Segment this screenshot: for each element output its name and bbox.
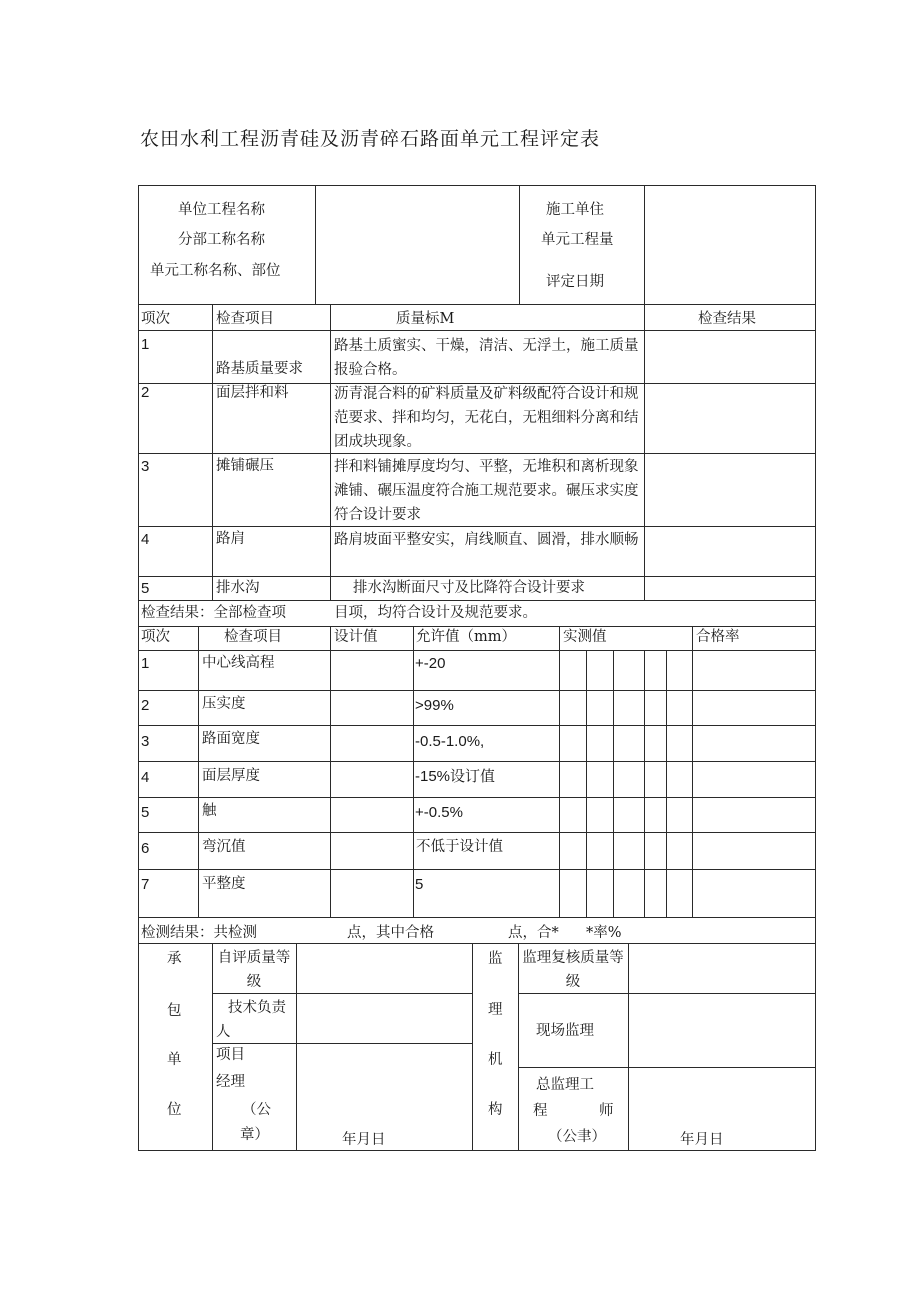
- table-line: [138, 626, 816, 627]
- supervisor-char: 监: [488, 951, 503, 967]
- unit-project-label: 单位工程名称: [178, 202, 265, 218]
- unit-quantity-label: 单元工程量: [541, 232, 614, 248]
- measure-row-item: 触: [202, 803, 217, 819]
- site-supervisor-label: 现场监理: [536, 1023, 594, 1039]
- measure-row-item: 压实度: [202, 696, 246, 712]
- quality-row-item: 排水沟: [216, 580, 260, 596]
- measure-row-allow: +-20: [415, 655, 446, 672]
- measure-row-allow: >99%: [415, 697, 454, 714]
- table-line: [138, 832, 816, 833]
- measure-row-item: 弯沉值: [202, 839, 246, 855]
- pm-label-d: 章）: [240, 1127, 269, 1143]
- table-line: [644, 650, 645, 917]
- quality-col-result: 检查结果: [698, 311, 756, 327]
- measure-col-item: 检查项目: [224, 629, 282, 645]
- measure-col-measured: 实测值: [563, 629, 607, 645]
- quality-col-item: 检查项目: [216, 311, 274, 327]
- measure-row-no: 4: [141, 769, 150, 786]
- page-title: 农田水利工程沥青硅及沥青碎石路面单元工程评定表: [140, 128, 601, 150]
- table-line: [644, 304, 645, 600]
- table-line: [315, 185, 316, 304]
- pm-label-b: 经理: [216, 1074, 245, 1090]
- subpart-label: 分部工称名称: [178, 232, 265, 248]
- table-line: [519, 185, 520, 304]
- measure-result-passed: 点，其中合格: [347, 925, 434, 941]
- table-line: [138, 797, 816, 798]
- quality-row-no: 4: [141, 531, 150, 548]
- quality-summary-tail: 目项，均符合设计及规范要求。: [334, 605, 537, 621]
- date-right: 年月日: [680, 1132, 724, 1148]
- quality-row-no: 1: [141, 336, 150, 353]
- measure-row-item: 面层厚度: [202, 768, 260, 784]
- quality-row-item: 摊铺碾压: [216, 458, 274, 474]
- measure-row-no: 6: [141, 840, 150, 857]
- table-line: [330, 304, 331, 600]
- table-line: [138, 185, 139, 1150]
- supervisor-char: 构: [488, 1102, 503, 1118]
- quality-row-no: 3: [141, 458, 150, 475]
- contractor-char: 包: [167, 1003, 182, 1019]
- table-line: [138, 1150, 816, 1151]
- table-line: [559, 626, 560, 917]
- chief-label-b1: 程: [533, 1103, 548, 1119]
- quality-summary: 检查结果：全部检查项: [141, 605, 286, 621]
- table-line: [296, 943, 297, 1150]
- quality-row-standard: 路肩坡面平整安实，肩线顺直、圆滑，排水顺畅: [334, 532, 639, 548]
- table-line: [628, 943, 629, 1150]
- measure-col-no: 项次: [141, 629, 170, 645]
- unit-name-location-label: 单元工称名称、部位: [150, 263, 281, 279]
- quality-col-no: 项次: [141, 311, 170, 327]
- tech-lead-label: 技术负责人: [216, 1000, 286, 1040]
- measure-row-item: 路面宽度: [202, 731, 260, 747]
- eval-date-label: 评定日期: [546, 274, 604, 290]
- table-line: [613, 650, 614, 917]
- chief-label-c: （公聿）: [548, 1129, 606, 1145]
- table-line: [518, 943, 519, 1150]
- table-line: [138, 725, 816, 726]
- table-line: [518, 1067, 816, 1068]
- measure-row-no: 3: [141, 733, 150, 750]
- table-line: [138, 185, 816, 186]
- measure-row-no: 7: [141, 876, 150, 893]
- table-line: [138, 690, 816, 691]
- table-line: [138, 917, 816, 918]
- table-line: [138, 304, 816, 305]
- quality-row-standard: 沥青混合料的矿料质量及矿料级配符合设计和规范要求、拌和均匀，无花白，无粗细料分离和结团成块现象。: [334, 386, 639, 450]
- quality-col-standard: 质量标M: [396, 311, 455, 327]
- chief-label-a: 总监理工: [536, 1077, 594, 1093]
- table-line: [413, 626, 414, 917]
- measure-row-no: 5: [141, 804, 150, 821]
- measure-col-rate: 合格率: [696, 629, 740, 645]
- table-line: [815, 185, 816, 1150]
- table-line: [138, 650, 816, 651]
- contractor-char: 承: [167, 951, 182, 967]
- pm-label-c: （公: [242, 1102, 271, 1118]
- table-line: [586, 650, 587, 917]
- quality-row-standard: 路基土质蜜实、干燥，清洁、无浮土，施工质量报验合格。: [334, 338, 639, 378]
- table-line: [330, 626, 331, 917]
- quality-row-no: 2: [141, 384, 150, 401]
- table-line: [138, 576, 816, 577]
- table-line: [138, 869, 816, 870]
- measure-row-allow: +-0.5%: [415, 804, 463, 821]
- table-line: [472, 943, 473, 1150]
- quality-row-standard: 拌和料铺摊厚度均匀、平整，无堆积和离析现象滩铺、碾压温度符合施工规范要求。碾压求实度符合设计要求: [334, 459, 639, 523]
- table-line: [644, 185, 645, 304]
- table-line: [212, 304, 213, 600]
- measure-result: 检测结果：共检测: [141, 925, 257, 941]
- contractor-char: 位: [167, 1102, 182, 1118]
- measure-col-design: 设计值: [334, 629, 378, 645]
- table-line: [138, 943, 816, 944]
- measure-row-no: 2: [141, 697, 150, 714]
- quality-row-standard: 排水沟断面尺寸及比降符合设计要求: [353, 580, 585, 596]
- date-left: 年月日: [342, 1132, 386, 1148]
- self-grade-label: 自评质量等级: [217, 950, 291, 990]
- chief-label-b2: 师: [599, 1103, 614, 1119]
- measure-row-item: 中心线高程: [202, 655, 275, 671]
- pm-label-a: 项目: [216, 1047, 245, 1063]
- measure-result-rate: 点，合*: [508, 925, 559, 941]
- quality-row-item: 路肩: [216, 531, 245, 547]
- measure-row-allow: -15%设订值: [415, 768, 496, 785]
- measure-row-allow: -0.5-1.0%,: [415, 733, 485, 750]
- table-line: [692, 626, 693, 917]
- table-line: [138, 330, 816, 331]
- quality-row-item: 面层拌和料: [216, 385, 289, 401]
- measure-row-no: 1: [141, 655, 150, 672]
- quality-row-item: 路基质量要求: [216, 361, 303, 377]
- construction-unit-label: 施工单住: [546, 202, 604, 218]
- table-line: [138, 761, 816, 762]
- quality-row-no: 5: [141, 580, 150, 597]
- measure-row-item: 平整度: [202, 876, 246, 892]
- supervisor-char: 机: [488, 1052, 503, 1068]
- contractor-char: 单: [167, 1052, 182, 1068]
- measure-result-percent: *率%: [586, 925, 622, 941]
- supervisor-char: 理: [488, 1002, 503, 1018]
- review-grade-label: 监理复核质量等级: [522, 950, 624, 990]
- measure-row-allow: 5: [415, 876, 424, 893]
- table-line: [138, 600, 816, 601]
- table-line: [212, 943, 213, 1150]
- measure-col-allow: 允许值（mm）: [416, 629, 516, 645]
- measure-row-allow: 不低于设计值: [416, 839, 503, 855]
- table-line: [198, 626, 199, 917]
- table-line: [666, 650, 667, 917]
